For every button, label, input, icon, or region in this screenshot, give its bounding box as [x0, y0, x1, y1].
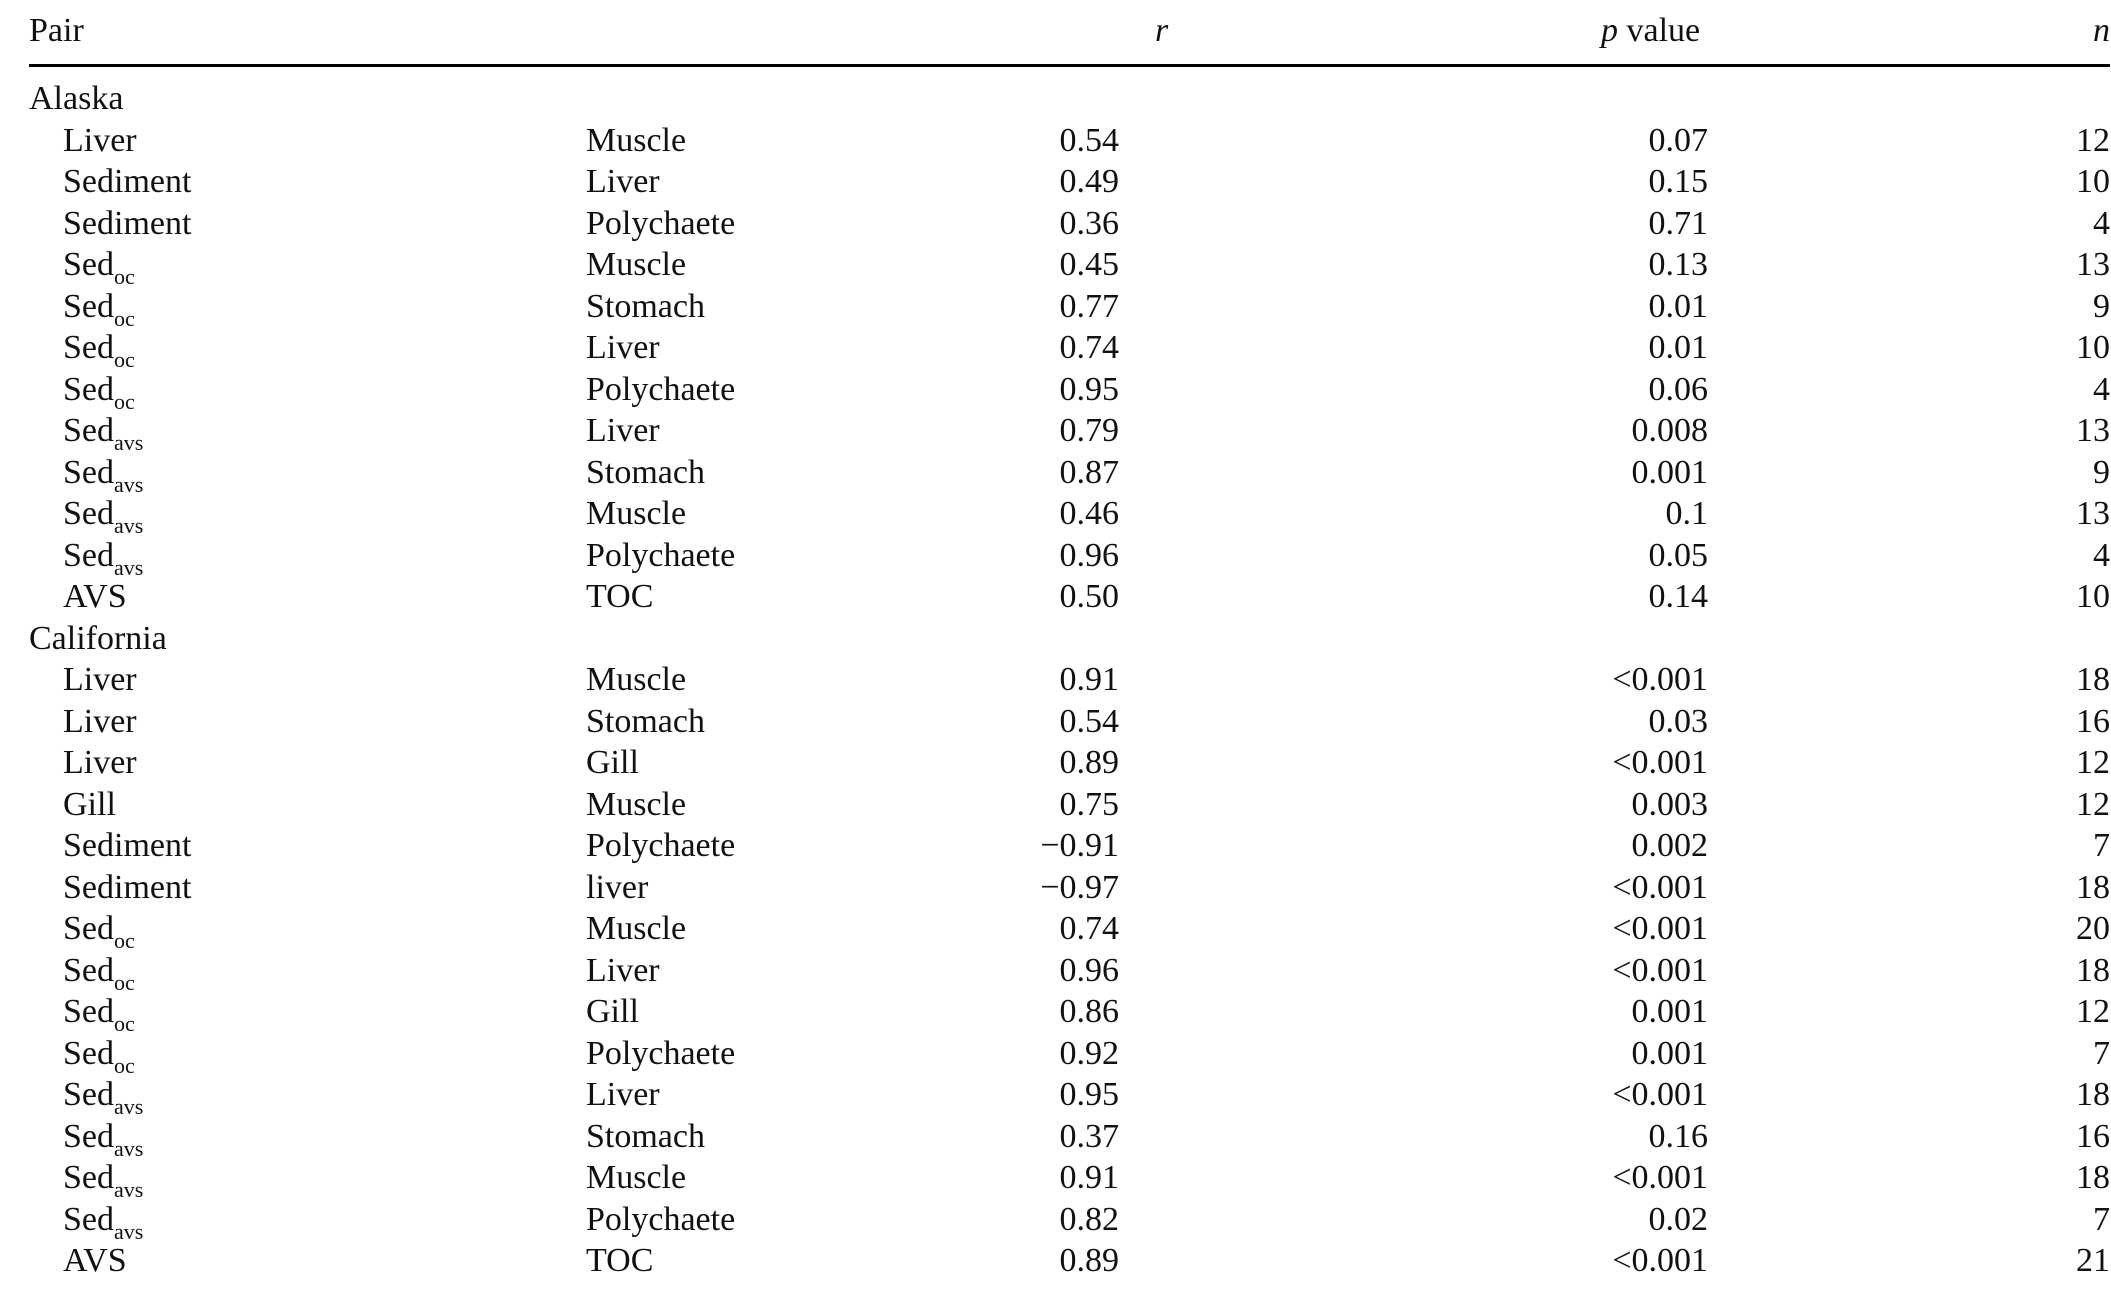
pair-first-text: Sediment — [63, 827, 192, 864]
header-r: r — [1155, 12, 1169, 49]
pair-first — [63, 1240, 127, 1282]
pair-first — [63, 161, 191, 203]
n-value: 18 — [2076, 661, 2110, 698]
n-value: 10 — [2076, 329, 2110, 366]
p-value: 0.01 — [1648, 329, 1708, 366]
r-value: 0.92 — [1059, 1034, 1119, 1072]
p-value: 0.16 — [1648, 1117, 1708, 1155]
r-value: 0.91 — [1059, 661, 1119, 698]
n-value: 13 — [2076, 412, 2110, 449]
table-row — [29, 161, 2110, 203]
n-value: 7 — [2093, 1200, 2110, 1238]
table-body — [29, 67, 2110, 1282]
pair-first-subscript: avs — [114, 1218, 144, 1244]
n-value: 12 — [2076, 993, 2110, 1030]
pair-second: TOC — [586, 1242, 654, 1279]
header-p-label: value — [1618, 12, 1701, 49]
r-value: 0.54 — [1059, 121, 1119, 159]
group-label: Alaska — [29, 80, 124, 117]
pair-second: Liver — [586, 412, 660, 449]
r-value: 0.46 — [1059, 495, 1119, 532]
p-value: 0.07 — [1648, 121, 1708, 159]
pair-first-text: Gill — [63, 785, 116, 823]
r-value: 0.96 — [1059, 951, 1119, 989]
pair-second: Liver — [586, 163, 660, 200]
pair-second: Stomach — [586, 287, 705, 325]
pair-first-subscript: oc — [114, 264, 135, 289]
r-value: 0.79 — [1059, 412, 1119, 449]
pair-first-subscript: oc — [114, 388, 135, 414]
group-header-row — [29, 618, 2110, 660]
n-value: 12 — [2076, 121, 2110, 159]
pair-first-text: Liver — [63, 744, 137, 781]
pair-first — [63, 659, 137, 701]
pair-second: liver — [586, 868, 649, 906]
r-value: 0.95 — [1059, 370, 1119, 408]
n-value: 16 — [2076, 1117, 2110, 1155]
pair-first-subscript: avs — [114, 1177, 144, 1202]
pair-first — [63, 1157, 144, 1202]
p-value: 0.02 — [1648, 1200, 1708, 1238]
header-p-symbol: p — [1601, 12, 1618, 49]
p-value: <0.001 — [1612, 1159, 1708, 1196]
pair-second: Muscle — [586, 910, 687, 947]
pair-first — [63, 369, 135, 414]
pair-second: Gill — [586, 993, 639, 1030]
pair-second: Muscle — [586, 121, 687, 159]
pair-second: TOC — [586, 578, 654, 615]
r-value: 0.36 — [1059, 204, 1119, 242]
pair-first-text: Sed — [63, 1200, 114, 1238]
pair-first-subscript: avs — [114, 1094, 144, 1119]
r-value: 0.75 — [1059, 785, 1119, 823]
pair-second: Liver — [586, 329, 660, 366]
r-value: 0.96 — [1059, 536, 1119, 574]
n-value: 18 — [2076, 1076, 2110, 1113]
p-value: <0.001 — [1612, 1242, 1708, 1279]
pair-first — [63, 991, 135, 1036]
n-value: 4 — [2093, 204, 2110, 242]
r-value: −0.97 — [1040, 868, 1119, 906]
pair-first-text: Liver — [63, 661, 137, 698]
r-value: 0.74 — [1059, 329, 1119, 366]
p-value: 0.05 — [1648, 536, 1708, 574]
pair-first-subscript: oc — [114, 347, 135, 372]
r-value: 0.86 — [1059, 993, 1119, 1030]
pair-first — [63, 825, 191, 867]
pair-second: Polychaete — [586, 536, 736, 574]
table-row — [29, 1033, 2110, 1078]
pair-first — [63, 701, 137, 743]
pair-second: Polychaete — [586, 827, 736, 864]
n-value: 13 — [2076, 495, 2110, 532]
table-row — [29, 1157, 2110, 1202]
p-value: 0.002 — [1631, 827, 1708, 864]
pair-first-subscript: avs — [114, 1135, 144, 1161]
pair-first — [63, 535, 144, 580]
n-value: 18 — [2076, 868, 2110, 906]
pair-second: Muscle — [586, 785, 687, 823]
pair-first — [63, 908, 135, 953]
pair-first — [63, 867, 191, 909]
r-value: 0.49 — [1059, 163, 1119, 200]
n-value: 10 — [2076, 578, 2110, 615]
n-value: 20 — [2076, 910, 2110, 947]
table-row — [29, 452, 2110, 497]
pair-first-text: Sed — [63, 1117, 114, 1155]
pair-first-text: Liver — [63, 702, 137, 740]
n-value: 13 — [2076, 246, 2110, 283]
pair-first-subscript: oc — [114, 969, 135, 995]
pair-first-subscript: oc — [114, 1052, 135, 1078]
pair-second: Stomach — [586, 453, 705, 491]
pair-second: Gill — [586, 744, 639, 781]
table-row — [29, 701, 2110, 743]
n-value: 12 — [2076, 744, 2110, 781]
r-value: 0.50 — [1059, 578, 1119, 615]
r-value: 0.74 — [1059, 910, 1119, 947]
pair-first-text: Sed — [63, 910, 114, 947]
r-value: 0.54 — [1059, 702, 1119, 740]
p-value: 0.01 — [1648, 287, 1708, 325]
pair-first — [63, 576, 127, 618]
r-value: −0.91 — [1040, 827, 1119, 864]
r-value: 0.82 — [1059, 1200, 1119, 1238]
pair-second: Stomach — [586, 1117, 705, 1155]
pair-first — [63, 1116, 144, 1161]
r-value: 0.45 — [1059, 246, 1119, 283]
pair-first-text: Sed — [63, 536, 114, 574]
table-row — [29, 1240, 2110, 1282]
p-value: <0.001 — [1612, 951, 1708, 989]
pair-second: Liver — [586, 951, 660, 989]
pair-second: Polychaete — [586, 204, 736, 242]
n-value: 12 — [2076, 785, 2110, 823]
p-value: <0.001 — [1612, 910, 1708, 947]
table-row — [29, 908, 2110, 953]
pair-first — [63, 784, 116, 826]
pair-first — [63, 286, 135, 331]
p-value: 0.1 — [1665, 495, 1708, 532]
pair-first-subscript: oc — [114, 928, 135, 953]
r-value: 0.91 — [1059, 1159, 1119, 1196]
table-row — [29, 327, 2110, 372]
n-value: 18 — [2076, 1159, 2110, 1196]
pair-first-text: Sed — [63, 287, 114, 325]
pair-first-text: Sed — [63, 370, 114, 408]
pair-second: Polychaete — [586, 370, 736, 408]
r-value: 0.77 — [1059, 287, 1119, 325]
p-value: 0.003 — [1631, 785, 1708, 823]
n-value: 18 — [2076, 951, 2110, 989]
p-value: <0.001 — [1612, 661, 1708, 698]
header-n: n — [2093, 12, 2110, 49]
pair-first-text: Sediment — [63, 868, 192, 906]
header-pair: Pair — [29, 12, 84, 49]
n-value: 4 — [2093, 536, 2110, 574]
p-value: 0.13 — [1648, 246, 1708, 283]
p-value: 0.06 — [1648, 370, 1708, 408]
pair-first — [63, 1074, 144, 1119]
pair-first-subscript: oc — [114, 305, 135, 331]
n-value: 16 — [2076, 702, 2110, 740]
r-value: 0.37 — [1059, 1117, 1119, 1155]
n-value: 7 — [2093, 827, 2110, 864]
pair-first-text: Sed — [63, 1159, 114, 1196]
pair-first-text: Sed — [63, 1034, 114, 1072]
pair-first-text: AVS — [63, 578, 127, 615]
pair-second: Polychaete — [586, 1034, 736, 1072]
pair-first-subscript: avs — [114, 471, 144, 497]
p-value: <0.001 — [1612, 868, 1708, 906]
pair-first — [63, 1033, 135, 1078]
pair-first — [63, 452, 144, 497]
table-row — [29, 991, 2110, 1036]
table-row — [29, 742, 2110, 784]
pair-second: Muscle — [586, 495, 687, 532]
table-row — [29, 576, 2110, 618]
n-value: 21 — [2076, 1242, 2110, 1279]
p-value: 0.14 — [1648, 578, 1708, 615]
correlation-table — [29, 0, 2110, 1282]
table-row — [29, 535, 2110, 580]
pair-first — [63, 327, 135, 372]
p-value: 0.001 — [1631, 993, 1708, 1030]
pair-first-text: Sediment — [63, 204, 192, 242]
r-value: 0.89 — [1059, 744, 1119, 781]
pair-first — [63, 493, 144, 538]
pair-second: Polychaete — [586, 1200, 736, 1238]
pair-first-text: AVS — [63, 1242, 127, 1279]
pair-first-text: Sed — [63, 951, 114, 989]
table-row — [29, 825, 2110, 867]
table-row — [29, 950, 2110, 995]
n-value: 9 — [2093, 287, 2110, 325]
p-value: 0.03 — [1648, 702, 1708, 740]
header-p-value — [1601, 10, 1700, 52]
n-value: 9 — [2093, 453, 2110, 491]
pair-first-subscript: avs — [114, 554, 144, 580]
table-row — [29, 244, 2110, 289]
p-value: 0.15 — [1648, 163, 1708, 200]
pair-first-text: Sed — [63, 1076, 114, 1113]
pair-first-text: Sed — [63, 495, 114, 532]
pair-first — [63, 410, 144, 455]
table-row — [29, 659, 2110, 701]
pair-first-text: Sed — [63, 453, 114, 491]
pair-first-text: Sed — [63, 329, 114, 366]
r-value: 0.87 — [1059, 453, 1119, 491]
pair-second: Liver — [586, 1076, 660, 1113]
pair-first — [63, 120, 137, 162]
pair-first-text: Sed — [63, 412, 114, 449]
p-value: <0.001 — [1612, 1076, 1708, 1113]
pair-first — [63, 742, 137, 784]
n-value: 4 — [2093, 370, 2110, 408]
pair-first-text: Sed — [63, 993, 114, 1030]
n-value: 10 — [2076, 163, 2110, 200]
table-row — [29, 1199, 2110, 1244]
pair-first-text: Sediment — [63, 163, 192, 200]
pair-first — [63, 244, 135, 289]
table-row — [29, 867, 2110, 909]
pair-first — [63, 1199, 144, 1244]
p-value: <0.001 — [1612, 744, 1708, 781]
n-value: 7 — [2093, 1034, 2110, 1072]
table-row — [29, 1116, 2110, 1161]
pair-first-subscript: avs — [114, 430, 144, 455]
p-value: 0.008 — [1631, 412, 1708, 449]
pair-second: Muscle — [586, 1159, 687, 1196]
pair-first-text: Sed — [63, 246, 114, 283]
table-row — [29, 1074, 2110, 1119]
table-row — [29, 410, 2110, 455]
table-row — [29, 203, 2110, 245]
p-value: 0.71 — [1648, 204, 1708, 242]
pair-first-subscript: avs — [114, 513, 144, 538]
r-value: 0.89 — [1059, 1242, 1119, 1279]
table-row — [29, 784, 2110, 826]
table-row — [29, 120, 2110, 162]
table-row — [29, 369, 2110, 414]
pair-first — [63, 203, 191, 245]
group-label: California — [29, 619, 167, 657]
pair-second: Muscle — [586, 661, 687, 698]
r-value: 0.95 — [1059, 1076, 1119, 1113]
pair-first — [63, 950, 135, 995]
table-row — [29, 286, 2110, 331]
pair-second: Muscle — [586, 246, 687, 283]
group-header-row — [29, 78, 2110, 120]
table-row — [29, 493, 2110, 538]
p-value: 0.001 — [1631, 1034, 1708, 1072]
table-header-row — [29, 0, 2110, 67]
pair-second: Stomach — [586, 702, 705, 740]
p-value: 0.001 — [1631, 453, 1708, 491]
pair-first-text: Liver — [63, 121, 137, 159]
pair-first-subscript: oc — [114, 1011, 135, 1036]
